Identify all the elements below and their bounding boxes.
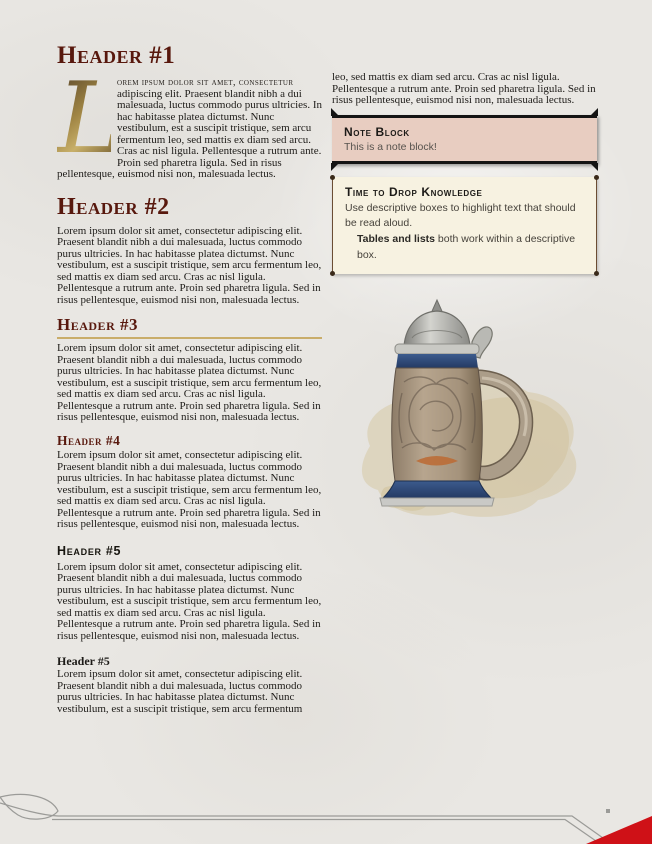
header-1: Header #1 bbox=[57, 42, 176, 69]
stein-top-band bbox=[396, 354, 478, 368]
paragraph: Lorem ipsum dolor sit amet, consectetur adipiscing elit. Praesent blandit nibh a dui malesuada, luctus commodo purus ultricies. In hac habitasse platea dictumst. Nunc vestibulum, est a suscipit tristique, sem arcu fermentum leo, sed mattis ex diam sed arcu. Cras ac nisl ligula. Pellentesque a rutrum ante. Proin sed pharetra ligula. Sed in risus pellentesque, euismod nisi non, malesuada lectus. bbox=[57, 449, 322, 531]
stein-foot bbox=[380, 498, 494, 506]
drop-cap: L bbox=[57, 62, 123, 177]
descriptive-box-corner-dot bbox=[330, 175, 335, 180]
paragraph: Lorem ipsum dolor sit amet, consectetur adipiscing elit. Praesent blandit nibh a dui malesuada, luctus commodo purus ultricies. In hac habitasse platea dictumst. Nunc vestibulum, est a suscipit tristique, sem arcu fermentum leo, sed mattis ex diam sed arcu. Cras ac nisl ligula. Pellentesque a rutrum ante. Proin sed pharetra ligula. Sed in risus pellentesque, euismod nisi non, malesuada lectus. bbox=[57, 342, 322, 424]
footer-square-dot bbox=[606, 809, 610, 813]
note-corner-ornament bbox=[331, 108, 339, 116]
descriptive-box-text: Use descriptive boxes to highlight text that should be read aloud. bbox=[345, 201, 576, 230]
stein-base bbox=[383, 481, 491, 498]
descriptive-box-title: Time to Drop Knowledge bbox=[345, 184, 483, 199]
descriptive-box-bold-text: Tables and lists bbox=[357, 233, 435, 245]
descriptive-box-corner-dot bbox=[330, 271, 335, 276]
header-4: Header #4 bbox=[57, 432, 121, 448]
descriptive-box-text-2: Tables and lists both work within a descriptive box. bbox=[357, 233, 576, 261]
dropcap-paragraph-text: adipiscing elit. Praesent blandit nibh a dui malesuada, luctus commodo purus ultricies. In hac habitasse platea dictumst. Nunc vestibulum, est a suscipit tristique, sem arcu fermentum leo, sed mattis ex diam sed arcu. Cras ac nisl ligula. Pellentesque a rutrum ante. Proin sed pharetra ligula. Sed in risus pellentesque, euismod nisi non, malesuada lectus. bbox=[57, 87, 322, 181]
descriptive-box-corner-dot bbox=[594, 271, 599, 276]
header-2: Header #2 bbox=[57, 193, 170, 220]
left-column bbox=[57, 43, 322, 721]
paragraph-truncated: Lorem ipsum dolor sit amet, consectetur adipiscing elit. Praesent blandit nibh a dui malesuada, luctus commodo purus ultricies. In hac habitasse platea dictumst. Nunc vestibulum, est a suscipit tristique, sem arcu fermentum bbox=[57, 668, 303, 715]
descriptive-box-corner-dot bbox=[594, 175, 599, 180]
paragraph: Lorem ipsum dolor sit amet, consectetur adipiscing elit. Praesent blandit nibh a dui malesuada, luctus commodo purus ultricies. In hac habitasse platea dictumst. Nunc vestibulum, est a suscipit tristique, sem arcu fermentum leo, sed mattis ex diam sed arcu. Cras ac nisl ligula. Pellentesque a rutrum ante. Proin sed pharetra ligula. Sed in risus pellentesque, euismod nisi non, malesuada lectus. bbox=[57, 224, 322, 306]
stein-lid-rim bbox=[395, 344, 479, 354]
right-column bbox=[332, 43, 597, 721]
page-footer-ornament bbox=[0, 790, 652, 844]
note-block-body: This is a note block! bbox=[344, 140, 437, 153]
footer-line-lower bbox=[52, 820, 596, 842]
note-block-title: Note Block bbox=[344, 124, 410, 139]
note-corner-ornament bbox=[331, 163, 339, 171]
dropcap-paragraph bbox=[57, 62, 322, 181]
header-3: Header #3 bbox=[57, 316, 322, 339]
header-5-bold: Header #5 bbox=[57, 654, 110, 669]
note-block bbox=[332, 115, 597, 164]
lead-small-caps: orem ipsum dolor sit amet, consectetur bbox=[117, 77, 294, 89]
footer-leaf-vein bbox=[0, 803, 58, 816]
beer-stein-illustration bbox=[332, 298, 597, 533]
stein-lid bbox=[404, 311, 470, 346]
paragraph: Lorem ipsum dolor sit amet, consectetur adipiscing elit. Praesent blandit nibh a dui malesuada, luctus commodo purus ultricies. In hac habitasse platea dictumst. Nunc vestibulum, est a suscipit tristique, sem arcu fermentum leo, sed mattis ex diam sed arcu. Cras ac nisl ligula. Pellentesque a rutrum ante. Proin sed pharetra ligula. Sed in risus pellentesque, euismod nisi non, malesuada lectus. bbox=[57, 560, 322, 642]
note-corner-ornament bbox=[590, 163, 598, 171]
descriptive-box bbox=[332, 177, 597, 274]
red-corner-triangle bbox=[586, 816, 652, 844]
beer-stein-svg bbox=[332, 298, 597, 528]
note-corner-ornament bbox=[590, 108, 598, 116]
header-5: Header #5 bbox=[57, 543, 122, 558]
continuation-paragraph: leo, sed mattis ex diam sed arcu. Cras ac nisl ligula. Pellentesque a rutrum ante. Proin sed pharetra ligula. Sed in risus pellentesque, euismod nisi non, malesuada lectus. bbox=[332, 71, 596, 106]
